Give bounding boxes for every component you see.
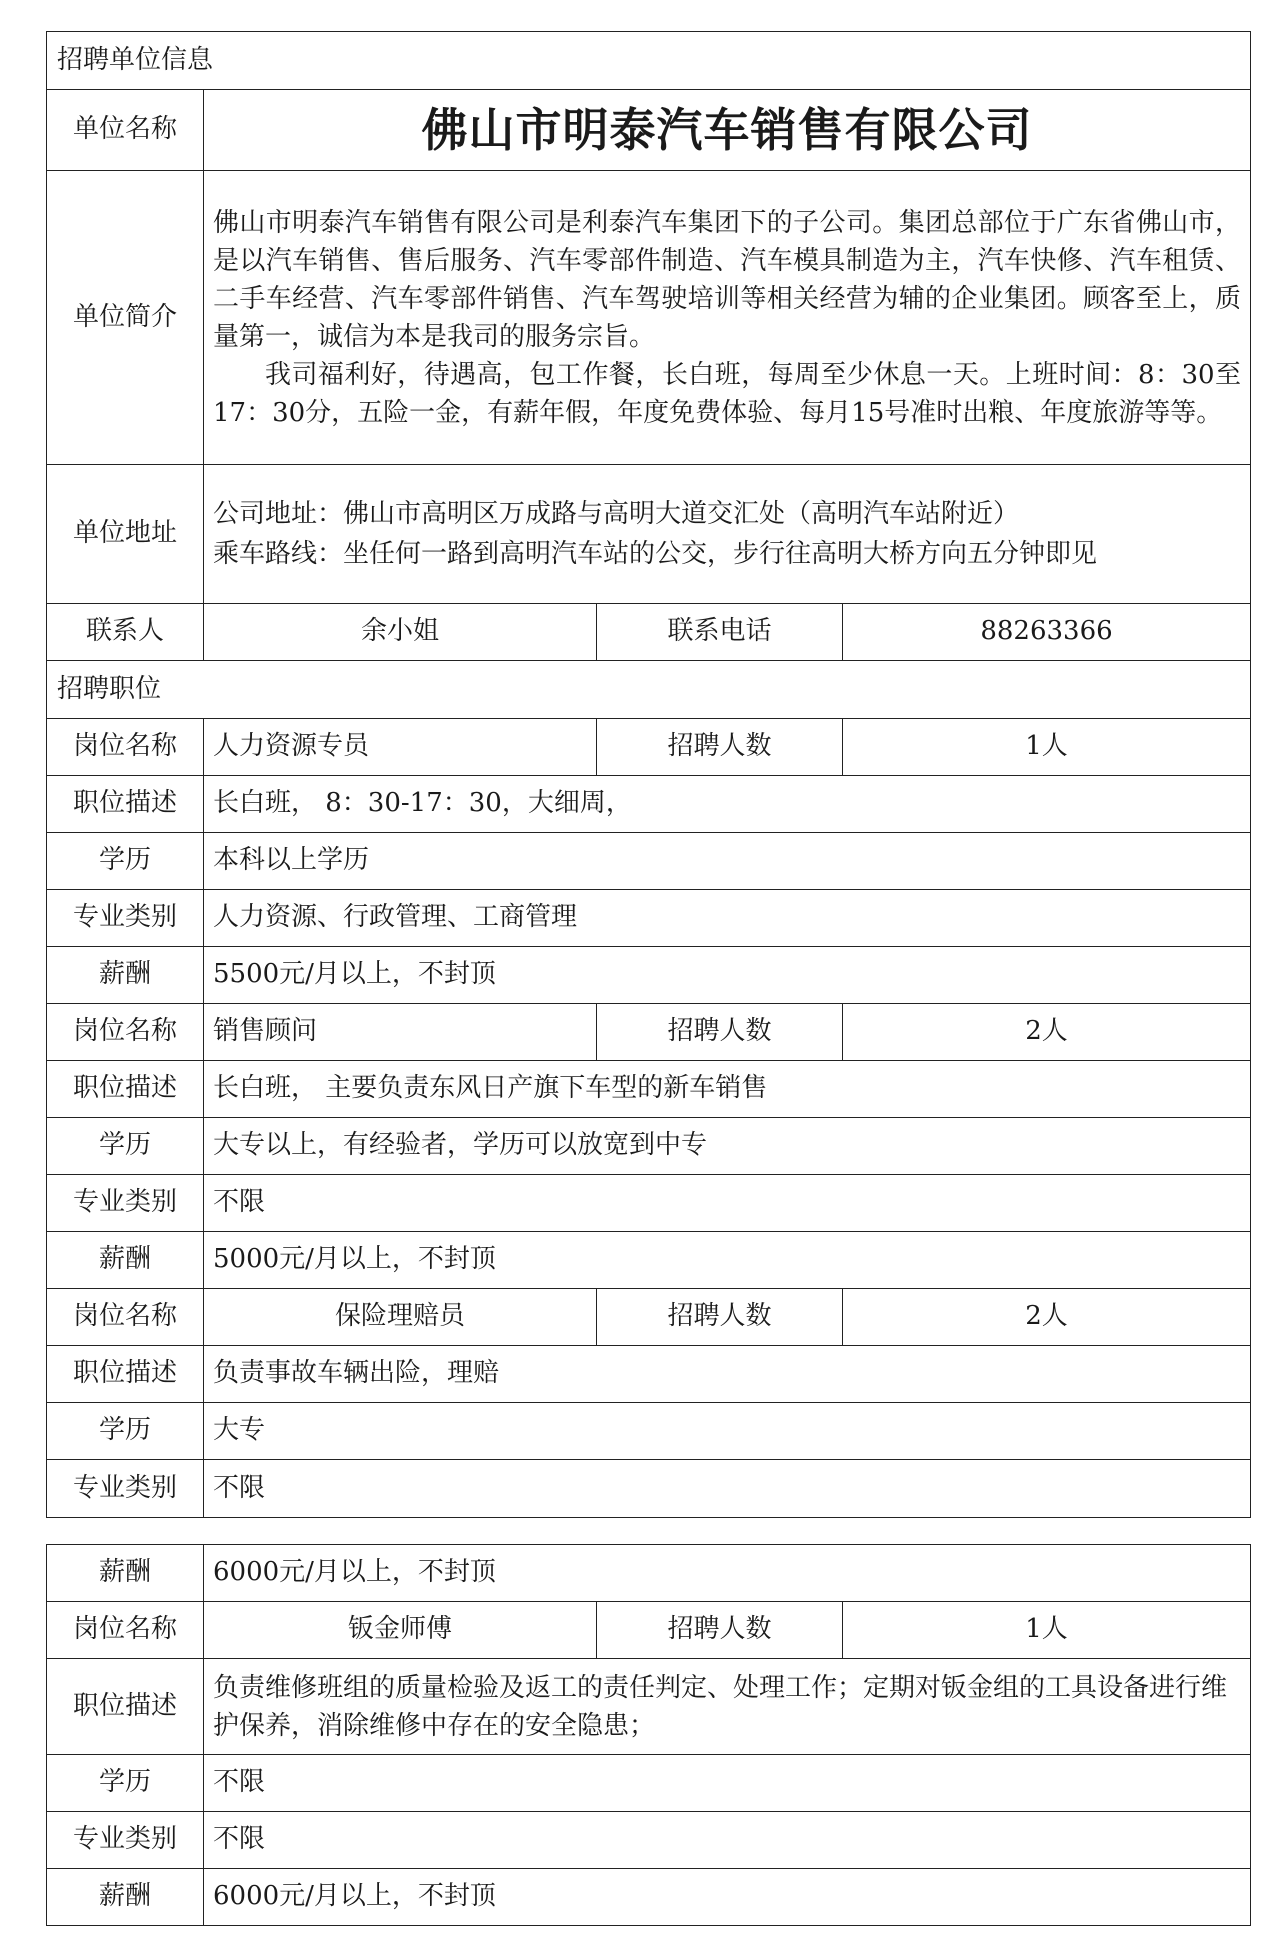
table-row [47, 1118, 1251, 1175]
table-row [47, 719, 1251, 776]
post-name-label: 岗位名称 [47, 1602, 204, 1659]
headcount-label: 招聘人数 [597, 1289, 843, 1346]
table-row [47, 1403, 1251, 1460]
phone-label: 联系电话 [597, 604, 843, 661]
table-row [47, 833, 1251, 890]
description-label: 职位描述 [47, 1659, 204, 1755]
post-salary: 6000元/月以上，不封顶 [204, 1869, 1251, 1926]
table-row [47, 1460, 1251, 1518]
intro-paragraph-2: 我司福利好，待遇高，包工作餐，长白班，每周至少休息一天。上班时间：8：30至17：30分，五险一金，有薪年假，年度免费体验、每月15号准时出粮、年度旅游等等。 [213, 359, 1242, 428]
table-row [47, 1755, 1251, 1812]
company-address: 公司地址：佛山市高明区万成路与高明大道交汇处（高明汽车站附近） [213, 499, 1020, 529]
post-education: 本科以上学历 [204, 833, 1251, 890]
description-label: 职位描述 [47, 776, 204, 833]
contact-label: 联系人 [47, 604, 204, 661]
post-name: 钣金师傅 [204, 1602, 597, 1659]
table-row [47, 947, 1251, 1004]
headcount: 2人 [843, 1004, 1251, 1061]
table-row [47, 1869, 1251, 1926]
headcount-label: 招聘人数 [597, 719, 843, 776]
intro-paragraph-1: 佛山市明泰汽车销售有限公司是利泰汽车集团下的子公司。集团总部位于广东省佛山市，是以汽车销售、售后服务、汽车零部件制造、汽车模具制造为主，汽车快修、汽车租赁、二手车经营、汽车零部件销售、汽车驾驶培训等相关经营为辅的企业集团。顾客至上，质量第一，诚信为本是我司的服务宗旨。 [213, 207, 1242, 352]
table-row [47, 1346, 1251, 1403]
table-row [47, 1232, 1251, 1289]
company-name: 佛山市明泰汽车销售有限公司 [204, 90, 1251, 171]
unit-name-label: 单位名称 [47, 90, 204, 171]
salary-label: 薪酬 [47, 947, 204, 1004]
salary-label: 薪酬 [47, 1869, 204, 1926]
post-description: 长白班， 主要负责东风日产旗下车型的新车销售 [204, 1061, 1251, 1118]
major-label: 专业类别 [47, 1460, 204, 1518]
headcount-label: 招聘人数 [597, 1602, 843, 1659]
recruitment-table-continued [46, 1544, 1251, 1926]
post-name-label: 岗位名称 [47, 719, 204, 776]
major-label: 专业类别 [47, 1175, 204, 1232]
table-row [47, 1545, 1251, 1602]
education-label: 学历 [47, 1755, 204, 1812]
salary-label: 薪酬 [47, 1232, 204, 1289]
contact-person: 余小姐 [204, 604, 597, 661]
unit-section-title: 招聘单位信息 [47, 32, 1251, 90]
post-education: 不限 [204, 1755, 1251, 1812]
post-name: 销售顾问 [204, 1004, 597, 1061]
table-row [47, 1061, 1251, 1118]
post-major: 不限 [204, 1460, 1251, 1518]
education-label: 学历 [47, 1118, 204, 1175]
unit-address [204, 465, 1251, 604]
headcount: 1人 [843, 1602, 1251, 1659]
table-row [47, 1289, 1251, 1346]
description-label: 职位描述 [47, 1346, 204, 1403]
table-row [47, 890, 1251, 947]
table-row [47, 1602, 1251, 1659]
post-name-label: 岗位名称 [47, 1289, 204, 1346]
post-salary: 6000元/月以上，不封顶 [204, 1545, 1251, 1602]
bus-route: 乘车路线：坐任何一路到高明汽车站的公交，步行往高明大桥方向五分钟即见 [213, 539, 1098, 569]
description-label: 职位描述 [47, 1061, 204, 1118]
post-major: 不限 [204, 1812, 1251, 1869]
post-salary: 5000元/月以上，不封顶 [204, 1232, 1251, 1289]
table-row [47, 1175, 1251, 1232]
salary-label: 薪酬 [47, 1545, 204, 1602]
post-major: 人力资源、行政管理、工商管理 [204, 890, 1251, 947]
positions-section-title: 招聘职位 [47, 661, 1251, 719]
headcount-label: 招聘人数 [597, 1004, 843, 1061]
post-major: 不限 [204, 1175, 1251, 1232]
headcount: 1人 [843, 719, 1251, 776]
unit-address-label: 单位地址 [47, 465, 204, 604]
major-label: 专业类别 [47, 1812, 204, 1869]
post-education: 大专 [204, 1403, 1251, 1460]
unit-intro [204, 171, 1251, 465]
post-description: 负责事故车辆出险，理赔 [204, 1346, 1251, 1403]
post-salary: 5500元/月以上，不封顶 [204, 947, 1251, 1004]
education-label: 学历 [47, 833, 204, 890]
post-education: 大专以上，有经验者，学历可以放宽到中专 [204, 1118, 1251, 1175]
post-description: 长白班， 8：30-17：30，大细周， [204, 776, 1251, 833]
education-label: 学历 [47, 1403, 204, 1460]
table-row [47, 1659, 1251, 1755]
unit-intro-label: 单位简介 [47, 171, 204, 465]
table-row [47, 1812, 1251, 1869]
table-row [47, 776, 1251, 833]
post-name: 人力资源专员 [204, 719, 597, 776]
headcount: 2人 [843, 1289, 1251, 1346]
major-label: 专业类别 [47, 890, 204, 947]
phone-number: 88263366 [843, 604, 1251, 661]
post-name-label: 岗位名称 [47, 1004, 204, 1061]
post-name: 保险理赔员 [204, 1289, 597, 1346]
table-row [47, 1004, 1251, 1061]
recruitment-table [46, 31, 1251, 1518]
post-description: 负责维修班组的质量检验及返工的责任判定、处理工作；定期对钣金组的工具设备进行维护保养，消除维修中存在的安全隐患； [204, 1659, 1251, 1755]
